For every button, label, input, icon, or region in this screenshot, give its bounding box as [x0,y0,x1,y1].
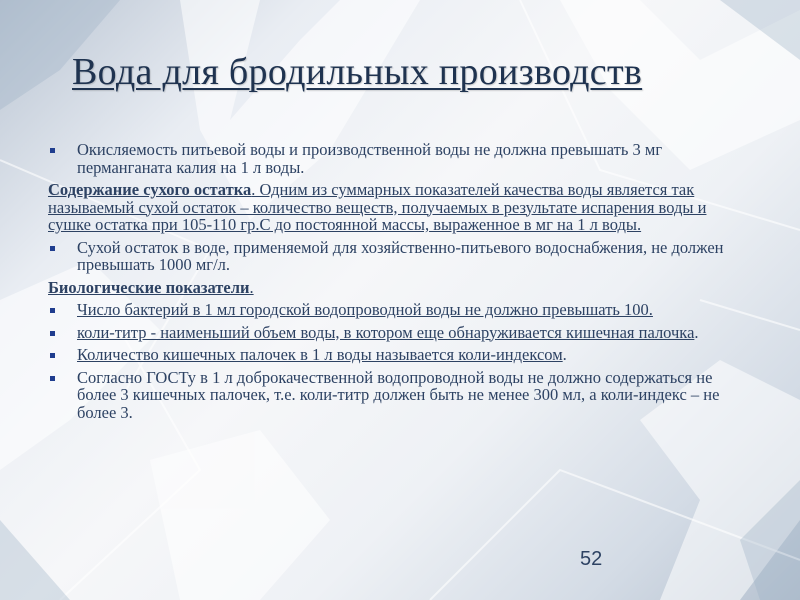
bullet-icon [50,376,55,381]
list-item-link[interactable]: Количество кишечных палочек в 1 л воды называется коли-индексом [77,345,563,364]
section-dry-residue [48,181,748,234]
slide-number: 52 [580,548,603,570]
list-item-oxidizability [48,141,748,176]
section-heading: Биологические показатели [48,277,250,297]
list-item-text: . [694,322,699,342]
bullet-icon [50,148,55,153]
bullet-icon [50,353,55,358]
list-item-text: Сухой остаток в воде, применяемой для хозяйственно-питьевого водоснабжения, не должен превышать 1000 мг/л. [77,237,724,274]
list-item-text: Окисляемость питьевой воды и производственной воды не должна превышать 3 мг перманганата калия на 1 л воды. [77,140,663,177]
list-item-gost [48,369,748,422]
slide-body [48,141,748,426]
bullet-icon [50,308,55,313]
section-heading: Содержание сухого остатка [48,180,252,199]
bullet-icon [50,331,55,336]
section-biological [48,279,748,297]
section-text: . Одним из суммарных показателей качества воды является так называемый сухой остаток – количество веществ, получаемых в результате испарения воды и сушке остатка при 105-110 гр.С до постоянной массы, выраженное в мг на 1 л воды. [48,180,707,234]
list-item-bacteria-count [48,301,748,319]
list-item-coli-titer [48,324,748,342]
section-text: . [249,277,254,297]
list-item-link[interactable]: коли-титр - наименьший объем воды, в котором еще обнаруживается кишечная палочка [77,322,695,342]
bullet-icon [50,246,55,251]
list-item-dry-residue-limit [48,239,748,274]
list-item-coli-index [48,346,748,364]
list-item-text: . [562,345,567,364]
list-item-link[interactable]: Число бактерий в 1 мл городской водопроводной воды не должно превышать 100. [77,300,653,319]
list-item-text: Согласно ГОСТу в 1 л доброкачественной водопроводной воды не должно содержаться не более 3 кишечных палочек, т.е. коли-титр должен быть не менее 300 мл, а коли-индекс – не более 3. [77,367,720,422]
slide-title: Вода для бродильных производств [72,51,643,93]
